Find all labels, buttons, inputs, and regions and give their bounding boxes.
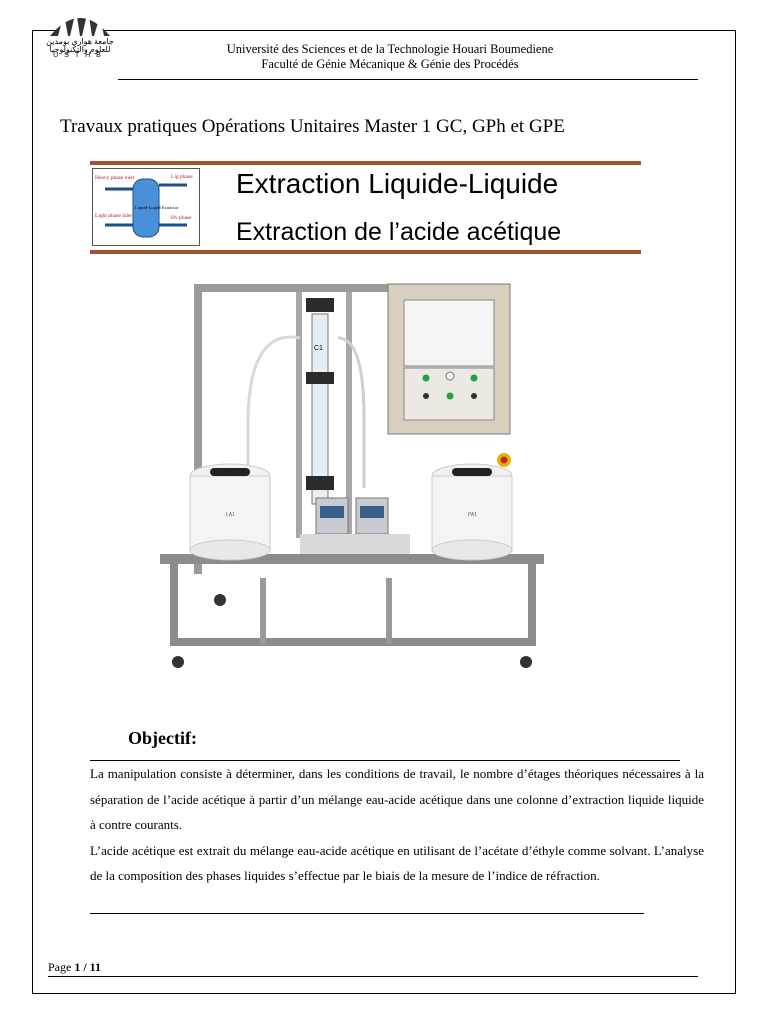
diagram-light-inlet: Light phase inlet xyxy=(95,213,132,219)
banner-bottom-bar xyxy=(90,250,641,254)
course-title: Travaux pratiques Opérations Unitaires Master 1 GC, GPh et GPE xyxy=(60,116,565,137)
extractor-diagram xyxy=(92,168,200,246)
page-word: Page xyxy=(48,960,72,974)
drum-right-label: PA1 xyxy=(468,512,478,518)
page-number: 1 / 11 xyxy=(74,960,101,974)
extraction-unit-photo xyxy=(150,278,550,674)
banner-title: Extraction Liquide-Liquide xyxy=(236,168,559,199)
university-header xyxy=(110,42,670,72)
drum-left-label: LA1 xyxy=(226,512,235,518)
objective-paragraph-1: La manipulation consiste à déterminer, dans les conditions de travail, le nombre d’étages théoriques nécessaires à la séparation de l’acide acétique à partir d’un mélange eau-acide acétique dans une colonne d’extraction liquide liquide à contre courants. xyxy=(90,766,704,832)
diagram-center-label: Liquid-Liquid Extractor xyxy=(135,205,179,210)
column-label: C1 xyxy=(314,345,323,352)
diagram-heavy-inlet: Heavy phase inlet xyxy=(95,175,135,181)
logo-latin-text: USTHB xyxy=(53,52,107,59)
banner-top-bar xyxy=(90,161,641,165)
objective-paragraph-2: L’acide acétique est extrait du mélange eau-acide acétique en utilisant de l’acétate d’éthyle comme solvant. L’analyse de la composition des phases liquides s’effectue par le biais de la mesure de l’indice de réfraction. xyxy=(90,842,704,883)
university-name: Université des Sciences et de la Technologie Houari Boumediene xyxy=(226,42,554,56)
objective-rule-bottom xyxy=(90,913,644,914)
diagram-light-outlet: Lig phase xyxy=(171,174,193,180)
objective-text xyxy=(90,761,704,889)
footer-rule xyxy=(48,976,698,977)
faculty-name: Faculté de Génie Mécanique & Génie des Procédés xyxy=(261,57,519,71)
page-footer xyxy=(48,960,101,975)
objective-title: Objectif: xyxy=(128,728,197,748)
header-rule xyxy=(118,79,698,80)
logo-arabic-text: جامعة هواري بومدين للعلوم والتكنولوجيا xyxy=(46,37,114,54)
banner-subtitle: Extraction de l’acide acétique xyxy=(236,218,562,246)
diagram-heavy-outlet: Hv phase xyxy=(171,215,192,221)
